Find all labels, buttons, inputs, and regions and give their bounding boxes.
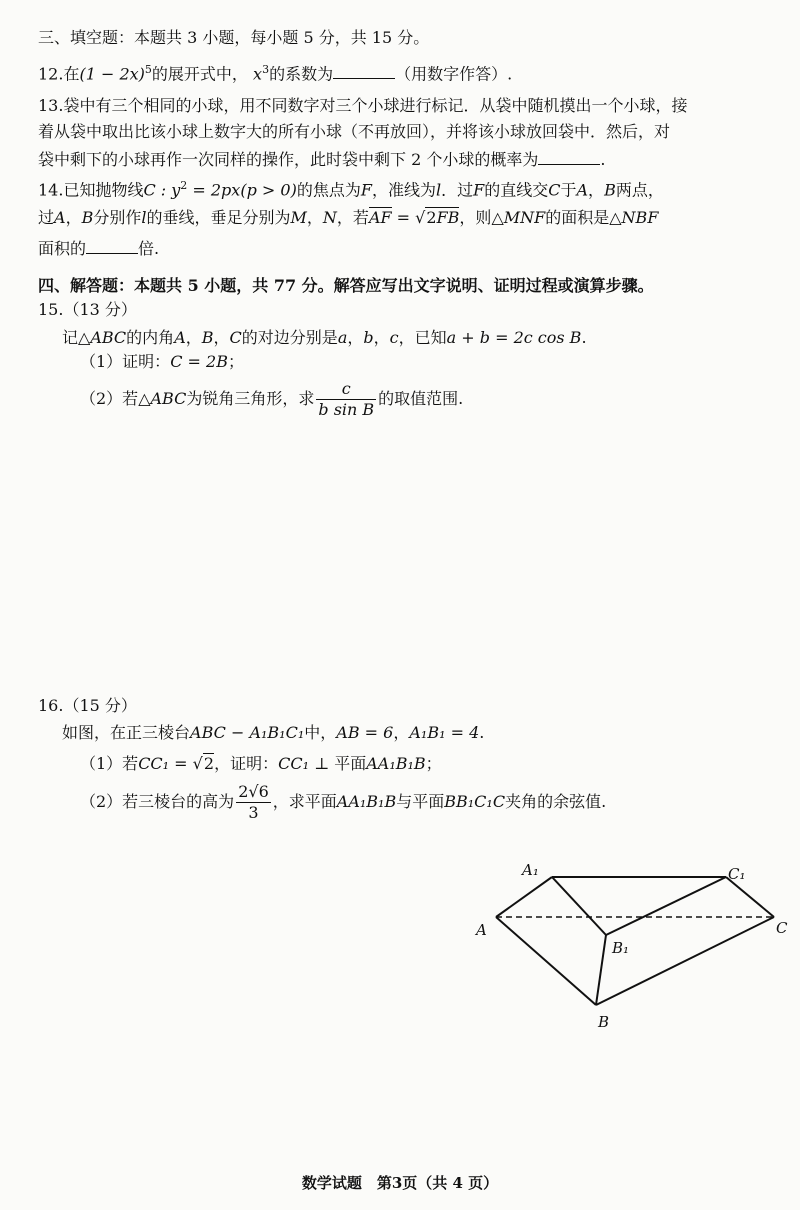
q14-l3-text1: 面积的 bbox=[38, 239, 87, 258]
q14-square: 2 bbox=[180, 179, 188, 192]
q12-x: x bbox=[253, 64, 263, 84]
q15-fraction bbox=[316, 379, 376, 420]
label-b1: B₁ bbox=[612, 939, 630, 957]
q16-stem-a: 如图，在正三棱台 bbox=[62, 723, 191, 742]
q14-line1 bbox=[38, 176, 664, 200]
edge-a1b1 bbox=[552, 877, 606, 935]
q16-part2 bbox=[80, 780, 606, 824]
q16-height-fraction bbox=[236, 782, 271, 823]
q14-triangle-MNF: △MNF bbox=[491, 208, 546, 227]
q14-l2-comma2: ， bbox=[306, 208, 323, 227]
q15-stem-a: 记 bbox=[62, 328, 79, 347]
q14-pre: 14.已知抛物线 bbox=[38, 180, 144, 200]
q14-M: M bbox=[290, 208, 307, 227]
q15-part1-label: （1）证明： bbox=[80, 352, 171, 371]
q16-solid: ABC − A₁B₁C₁ bbox=[190, 723, 305, 742]
page-footer: 数学试题 第3页（共 4 页） bbox=[301, 1174, 499, 1192]
q15-stem-c: 的对边分别是 bbox=[241, 328, 338, 347]
q14-F: F bbox=[360, 180, 372, 200]
q13-answer-blank bbox=[538, 148, 600, 165]
edge-cc1 bbox=[726, 877, 774, 917]
q13-end: . bbox=[600, 150, 606, 169]
q12-answer-blank bbox=[333, 62, 395, 79]
q16-part1: （1）若CC₁ = √2，证明：CC₁ ⊥ 平面AA₁B₁B； bbox=[80, 754, 442, 773]
q14-l2-A: A bbox=[54, 208, 66, 227]
q15-stem-b: 的内角 bbox=[126, 328, 175, 347]
q15-part1-equation: C = 2B bbox=[170, 352, 228, 371]
q15-part2-mid: 为锐角三角形，求 bbox=[186, 389, 315, 408]
q14-text6: 两点， bbox=[615, 180, 664, 200]
q14-text5: 于 bbox=[560, 180, 577, 200]
q15-c: c bbox=[389, 328, 399, 347]
q14-l2-text2: 分别作 bbox=[93, 208, 142, 227]
q15-A: A bbox=[174, 328, 186, 347]
q12-x-exponent: 3 bbox=[262, 63, 270, 76]
q16-stem-c: . bbox=[479, 723, 485, 742]
q16-number: 16.（15 分） bbox=[38, 696, 137, 715]
q14-l2-text5: ，则 bbox=[459, 208, 492, 227]
frustum-figure bbox=[470, 855, 800, 1035]
q15-triangle: △ABC bbox=[78, 328, 127, 347]
q12-text2: 的系数为 bbox=[269, 64, 334, 84]
question-12 bbox=[38, 60, 512, 84]
q14-answer-blank bbox=[86, 237, 138, 254]
q14-l: l bbox=[435, 180, 442, 200]
q14-text1: 的焦点为 bbox=[296, 180, 361, 200]
q16-part1-end: ； bbox=[425, 754, 442, 773]
q13-line2: 着从袋中取出比该小球上数字大的所有小球（不再放回），并将该小球放回袋中．然后，对 bbox=[38, 122, 671, 141]
q15-part1-end: ； bbox=[227, 352, 244, 371]
edge-bc bbox=[596, 917, 774, 1005]
label-c1: C₁ bbox=[728, 865, 746, 883]
q12-exponent: 5 bbox=[144, 63, 152, 76]
q15-number: 15.（13 分） bbox=[38, 300, 137, 319]
q14-B: B bbox=[604, 180, 616, 200]
label-c: C bbox=[776, 919, 788, 937]
q14-l2-text4: ，若 bbox=[336, 208, 369, 227]
section3-header: 三、填空题：本题共 3 小题，每小题 5 分，共 15 分。 bbox=[38, 28, 430, 47]
q15-sep1: ， bbox=[185, 328, 202, 347]
q14-l2-B: B bbox=[81, 208, 94, 227]
q14-text4: 的直线交 bbox=[484, 180, 549, 200]
q15-b: b bbox=[363, 328, 374, 347]
q14-root-arg: 2 bbox=[426, 208, 437, 227]
q16-stem bbox=[62, 723, 484, 743]
q16-part1-perp: CC₁ ⊥ bbox=[278, 754, 335, 773]
label-a1: A₁ bbox=[522, 861, 539, 879]
q14-line3 bbox=[38, 237, 159, 259]
q16-height-denominator: 3 bbox=[236, 802, 271, 823]
q13-line1: 13.袋中有三个相同的小球，用不同数字对三个小球进行标记．从袋中随机摸出一个小球，接 bbox=[38, 96, 688, 115]
q14-F2: F bbox=[473, 180, 485, 200]
q15-sep3: ， bbox=[347, 328, 364, 347]
q16-part1-root-arg: 2 bbox=[203, 754, 215, 773]
q16-height-numerator: 2√6 bbox=[238, 782, 269, 801]
q16-part2-mid: ，求平面 bbox=[272, 792, 337, 811]
q15-sep2: ， bbox=[213, 328, 230, 347]
q14-equation: = 2px(p > 0) bbox=[187, 180, 297, 200]
q13-line3 bbox=[38, 148, 605, 170]
q15-part2 bbox=[80, 377, 463, 421]
q14-l2-text6: 的面积是 bbox=[545, 208, 610, 227]
q14-l2-l: l bbox=[141, 208, 147, 227]
q16-part1-plane-word: 平面 bbox=[334, 754, 367, 773]
q14-l2-text1: 过 bbox=[38, 208, 55, 227]
q16-plane1: AA₁B₁B bbox=[336, 792, 397, 811]
q16-part1-plane: AA₁B₁B bbox=[366, 754, 426, 773]
q14-l2-text3: 的垂线，垂足分别为 bbox=[146, 208, 291, 227]
q14-text2: ，准线为 bbox=[371, 180, 436, 200]
q12-text3: （用数字作答）. bbox=[395, 64, 513, 84]
q12-number: 12. bbox=[38, 64, 64, 84]
edge-aa1 bbox=[496, 877, 552, 917]
q14-vector-AF: AF bbox=[368, 208, 392, 227]
q14-root-sign: √ bbox=[415, 208, 426, 227]
q15-part2-label: （2）若 bbox=[80, 389, 139, 408]
q15-condition: a + b = 2c cos B bbox=[446, 328, 582, 347]
q14-curve: C : y bbox=[143, 180, 181, 200]
q16-plane2: BB₁C₁C bbox=[444, 792, 506, 811]
q15-part2-triangle: △ABC bbox=[138, 389, 187, 408]
q12-text1: 的展开式中， bbox=[151, 64, 248, 84]
q16-part2-label: （2）若三棱台的高为 bbox=[80, 792, 235, 811]
q14-equals: = bbox=[391, 208, 416, 227]
q12-pre: 在 bbox=[63, 64, 80, 84]
label-b: B bbox=[598, 1013, 610, 1031]
q14-line2 bbox=[38, 207, 658, 228]
q14-triangle-NBF: △NBF bbox=[609, 208, 659, 227]
q15-part2-end: 的取值范围. bbox=[378, 389, 464, 408]
q14-comma: ， bbox=[588, 180, 605, 200]
q16-sep: ， bbox=[393, 723, 410, 742]
q15-fraction-numerator: c bbox=[341, 379, 351, 398]
q16-part1-mid: ，证明： bbox=[214, 754, 279, 773]
q16-part2-end: 夹角的余弦值. bbox=[505, 792, 607, 811]
q16-part1-label: （1）若 bbox=[80, 754, 139, 773]
q15-fraction-denominator: b sin B bbox=[318, 400, 375, 419]
q15-a: a bbox=[337, 328, 348, 347]
edge-b1c1 bbox=[606, 877, 726, 935]
q15-stem bbox=[62, 328, 587, 348]
q14-N: N bbox=[322, 208, 337, 227]
q16-part1-cc: CC₁ = bbox=[138, 754, 193, 773]
q15-stem-d: ，已知 bbox=[398, 328, 447, 347]
label-a: A bbox=[476, 921, 487, 939]
q16-ab: AB = 6 bbox=[336, 723, 394, 742]
q13-line3-text: 袋中剩下的小球再作一次同样的操作，此时袋中剩下 2 个小球的概率为 bbox=[38, 150, 539, 169]
q14-A: A bbox=[576, 180, 589, 200]
q12-expression: (1 − 2x) bbox=[79, 64, 145, 84]
q15-C: C bbox=[229, 328, 242, 347]
q15-part1 bbox=[80, 352, 244, 372]
q15-stem-e: . bbox=[581, 328, 587, 347]
q14-C: C bbox=[548, 180, 561, 200]
q16-stem-b: 中， bbox=[304, 723, 337, 742]
edge-ab bbox=[496, 917, 596, 1005]
q15-B: B bbox=[201, 328, 214, 347]
q14-l2-comma: ， bbox=[65, 208, 82, 227]
q16-a1b1: A₁B₁ = 4 bbox=[409, 723, 480, 742]
section4-header: 四、解答题：本题共 5 小题，共 77 分。解答应写出文字说明、证明过程或演算步骤。 bbox=[38, 276, 654, 295]
q14-vector-FB: FB bbox=[436, 208, 460, 227]
q14-text3: ．过 bbox=[441, 180, 474, 200]
q14-l3-text2: 倍. bbox=[138, 239, 160, 258]
q16-part2-mid2: 与平面 bbox=[396, 792, 445, 811]
q15-sep4: ， bbox=[373, 328, 390, 347]
edge-bb1 bbox=[596, 935, 606, 1005]
